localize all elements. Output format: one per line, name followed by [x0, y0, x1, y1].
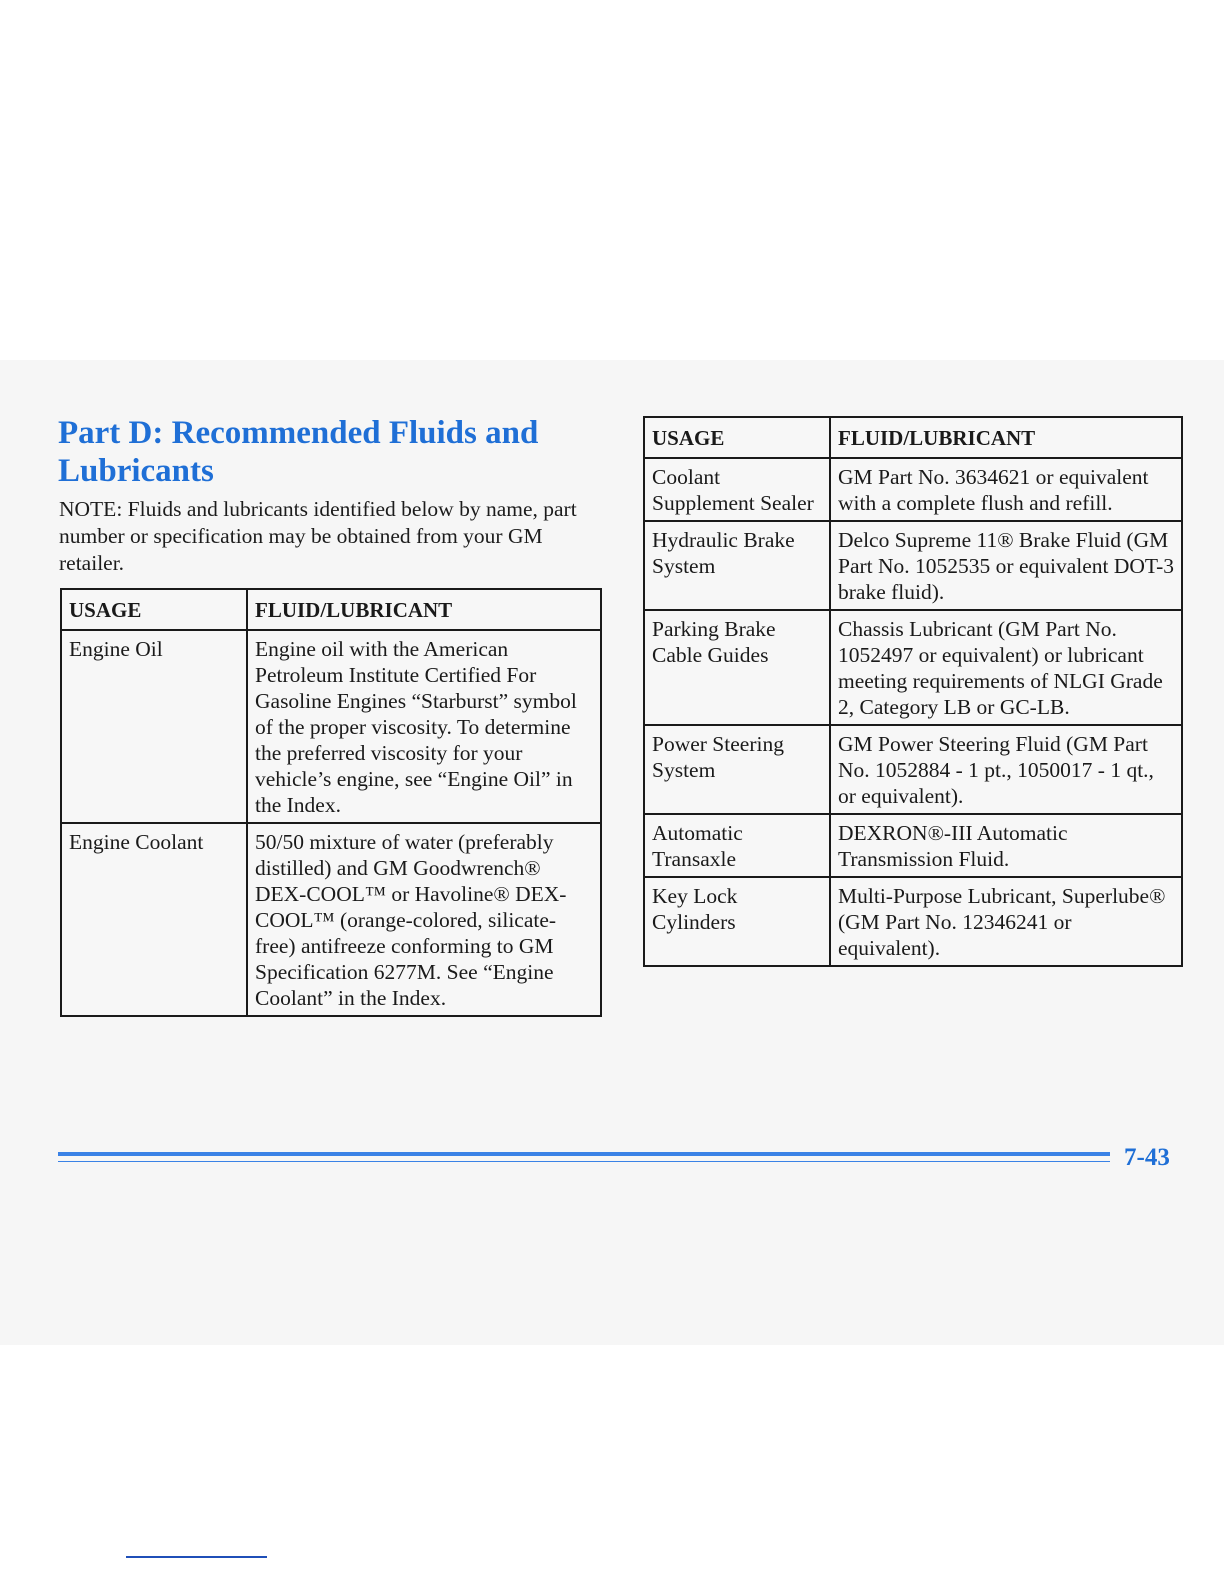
fluid-header: FLUID/LUBRICANT	[247, 589, 601, 630]
fluid-cell: Multi-Purpose Lubricant, Superlube® (GM Part No. 12346241 or equivalent).	[830, 877, 1182, 966]
usage-cell: Engine Coolant	[61, 823, 247, 1016]
usage-header: USAGE	[644, 417, 830, 458]
table-header-row	[644, 417, 1182, 458]
usage-cell: Parking Brake Cable Guides	[644, 610, 830, 725]
fluid-cell: GM Power Steering Fluid (GM Part No. 1052884 - 1 pt., 1050017 - 1 qt., or equivalent).	[830, 725, 1182, 814]
table-row	[644, 877, 1182, 966]
usage-cell: Coolant Supplement Sealer	[644, 458, 830, 521]
usage-cell: Key Lock Cylinders	[644, 877, 830, 966]
page-title: Part D: Recommended Fluids and Lubricants	[58, 415, 539, 489]
table-row	[644, 725, 1182, 814]
table-row	[61, 630, 601, 823]
fluid-header: FLUID/LUBRICANT	[830, 417, 1182, 458]
table-header-row	[61, 589, 601, 630]
usage-cell: Power Steering System	[644, 725, 830, 814]
table-row	[644, 521, 1182, 610]
usage-cell: Engine Oil	[61, 630, 247, 823]
table-row	[644, 610, 1182, 725]
fluid-cell: Delco Supreme 11® Brake Fluid (GM Part No. 1052535 or equivalent DOT-3 brake fluid).	[830, 521, 1182, 610]
fluids-table-left	[60, 588, 602, 1017]
fluid-cell: 50/50 mixture of water (preferably distilled) and GM Goodwrench® DEX-COOL™ or Havoline® DEX-COOL™ (orange-colored, silicate-free) antifreeze conforming to GM Specification 6277M. See “Engine Coolant” in the Index.	[247, 823, 601, 1016]
fluid-cell: GM Part No. 3634621 or equivalent with a complete flush and refill.	[830, 458, 1182, 521]
fluid-cell: DEXRON®-III Automatic Transmission Fluid.	[830, 814, 1182, 877]
fluids-table-right	[643, 416, 1183, 967]
fluid-cell: Chassis Lubricant (GM Part No. 1052497 or equivalent) or lubricant meeting requirements of NLGI Grade 2, Category LB or GC-LB.	[830, 610, 1182, 725]
table-row	[61, 823, 601, 1016]
usage-cell: Automatic Transaxle	[644, 814, 830, 877]
note-paragraph: NOTE: Fluids and lubricants identified below by name, part number or specification may be obtained from your GM retailer.	[59, 497, 577, 575]
fluid-cell: Engine oil with the American Petroleum Institute Certified For Gasoline Engines “Starburst” symbol of the proper viscosity. To determine the preferred viscosity for your vehicle’s engine, see “Engine Oil” in the Index.	[247, 630, 601, 823]
usage-header: USAGE	[61, 589, 247, 630]
footer-rule	[58, 1152, 1110, 1156]
bottom-divider	[126, 1556, 267, 1558]
table-row	[644, 458, 1182, 521]
footer-rule-thin	[58, 1161, 1110, 1162]
table-row	[644, 814, 1182, 877]
page-number: 7-43	[1124, 1144, 1170, 1171]
usage-cell: Hydraulic Brake System	[644, 521, 830, 610]
